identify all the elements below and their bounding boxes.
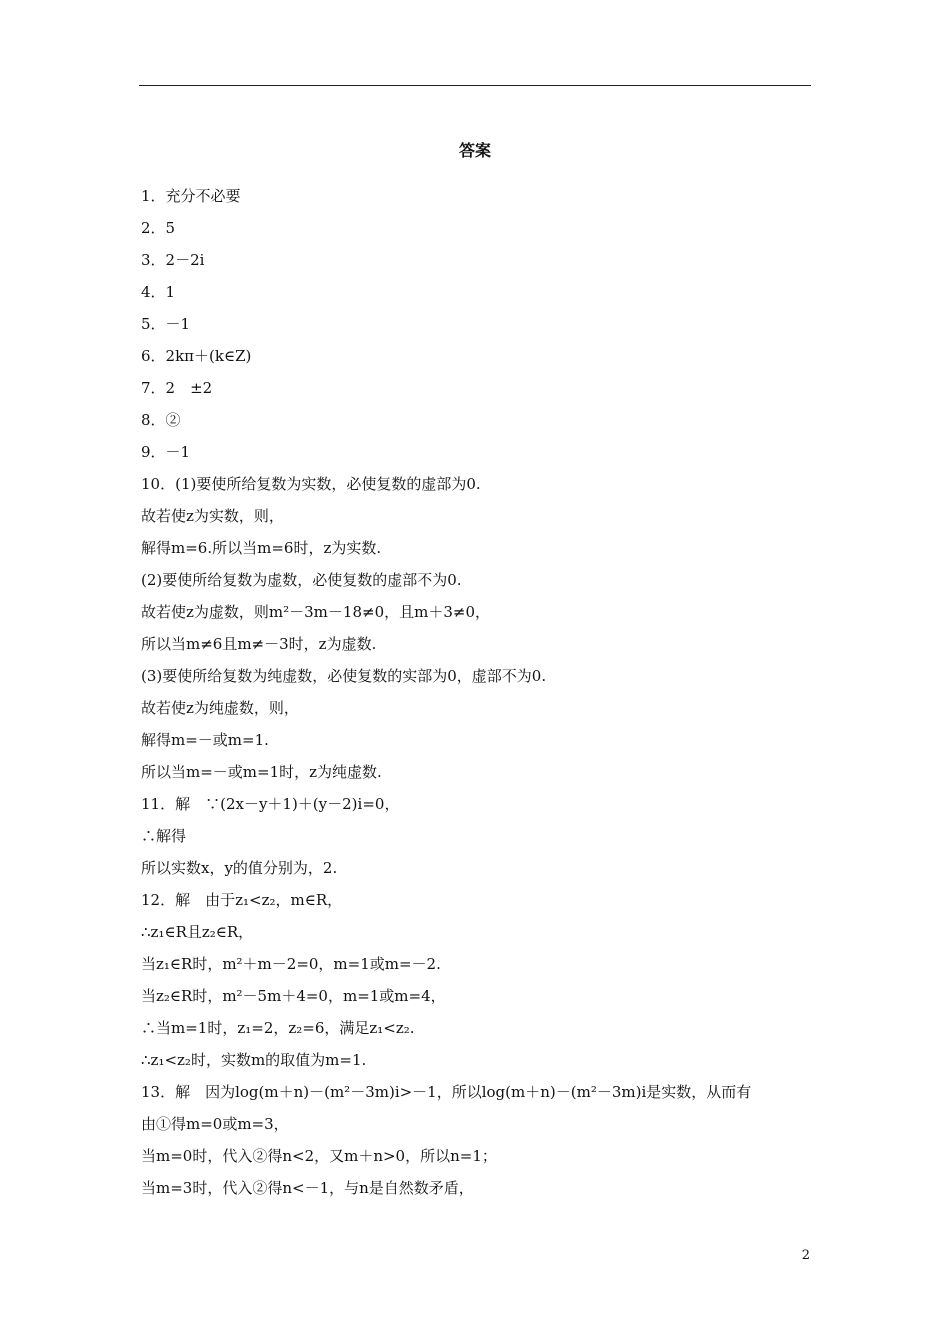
answer-line: ∴解得 [141, 827, 187, 845]
page-number: 2 [801, 1248, 810, 1263]
answer-line: 2．5 [141, 219, 176, 237]
answer-line: 所以当m=－或m=1时，z为纯虚数. [141, 763, 382, 781]
answer-line: 9．－1 [141, 443, 191, 461]
answer-line: 当z₂∈R时，m²－5m＋4=0，m=1或m=4， [141, 987, 446, 1005]
answer-line: 解得m=6.所以当m=6时，z为实数. [141, 539, 382, 557]
answer-title: 答案 [458, 141, 491, 160]
answer-line: 所以当m≠6且m≠－3时，z为虚数. [141, 635, 377, 653]
answer-line: ∴z₁∈R且z₂∈R， [141, 923, 254, 941]
answer-line: 7．2 ±2 [141, 379, 213, 397]
answer-line: 1．充分不必要 [141, 187, 241, 205]
answer-line: 12．解 由于z₁<z₂，m∈R， [141, 891, 343, 909]
answer-line: 故若使z为实数，则， [141, 507, 284, 525]
answer-line: 所以实数x，y的值分别为，2. [141, 859, 338, 877]
header-rule [139, 85, 811, 86]
answer-line: 故若使z为纯虚数，则， [141, 699, 299, 717]
answer-line: 13．解 因为log(m＋n)－(m²－3m)i>－1，所以log(m＋n)－(m²－3m)i是实数，从而有 [141, 1083, 752, 1101]
answer-line: 由①得m=0或m=3， [141, 1115, 289, 1133]
answer-line: 8．② [141, 411, 181, 429]
answer-line: 当z₁∈R时，m²＋m－2=0，m=1或m=－2. [141, 955, 441, 973]
answer-line: 6．2kπ＋(k∈Z) [141, 347, 252, 365]
answer-line: 10．(1)要使所给复数为实数，必使复数的虚部为0. [141, 475, 481, 493]
answer-line: (2)要使所给复数为虚数，必使复数的虚部不为0. [141, 571, 462, 589]
answer-line: 当m=0时，代入②得n<2，又m＋n>0，所以n=1； [141, 1147, 497, 1165]
answer-line: 解得m=－或m=1. [141, 731, 269, 749]
answer-line: 3．2－2i [141, 251, 205, 269]
answer-line: 当m=3时，代入②得n<－1，与n是自然数矛盾， [141, 1179, 474, 1197]
answer-line: 11．解 ∵(2x－y＋1)＋(y－2)i=0， [141, 795, 400, 813]
answer-body [141, 184, 821, 1208]
answer-line: 5．－1 [141, 315, 191, 333]
answer-line: 故若使z为虚数，则m²－3m－18≠0，且m＋3≠0， [141, 603, 490, 621]
answer-line: 4．1 [141, 283, 176, 301]
answer-line: ∴z₁<z₂时，实数m的取值为m=1. [141, 1051, 367, 1069]
answer-line: (3)要使所给复数为纯虚数，必使复数的实部为0，虚部不为0. [141, 667, 547, 685]
answer-line: ∴当m=1时，z₁=2，z₂=6，满足z₁<z₂. [141, 1019, 415, 1037]
